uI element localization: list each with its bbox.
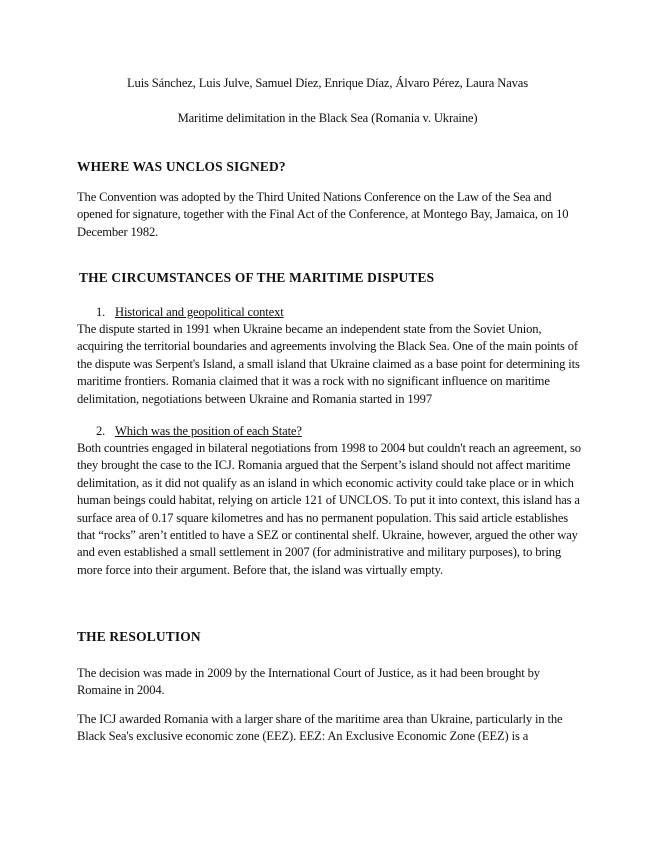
list-item-title: Historical and geopolitical context	[115, 305, 284, 319]
heading-resolution: THE RESOLUTION	[77, 629, 201, 644]
paragraph-resolution-1: The decision was made in 2009 by the International Court of Justice, as it had been brought by Romaine in 2004.	[77, 666, 540, 698]
heading-circumstances: THE CIRCUMSTANCES OF THE MARITIME DISPUTES	[79, 270, 435, 285]
authors-line: Luis Sánchez, Luis Julve, Samuel Díez, Enrique Díaz, Álvaro Pérez, Laura Navas	[127, 76, 528, 90]
list-item-position	[96, 424, 302, 439]
paragraph-resolution-2: The ICJ awarded Romania with a larger share of the maritime area than Ukraine, particularly in the Black Sea's exclusive economic zone (EEZ). EEZ: An Exclusive Economic Zone (EEZ) is a	[77, 712, 563, 744]
heading-unclos: WHERE WAS UNCLOS SIGNED?	[77, 159, 286, 174]
list-number: 1.	[96, 305, 106, 319]
document-title: Maritime delimitation in the Black Sea (Romania v. Ukraine)	[177, 111, 478, 125]
list-number: 2.	[96, 424, 106, 438]
list-item-title: Which was the position of each State?	[115, 424, 302, 438]
list-item-historical	[96, 305, 284, 320]
paragraph-position: Both countries engaged in bilateral negotiations from 1998 to 2004 but couldn't reach an agreement, so they brought the case to the ICJ. Romania argued that the Serpent’s island should not affect maritime delimitation, as it did not qualify as an island in which economic activity could take place or in which human beings could habitat, relying on article 121 of UNCLOS. To put it into context, this island has a surface area of 0.17 square kilometres and has no permanent population. This said article establishes that “rocks” aren’t entitled to have a SEZ or continental shelf. Ukraine, however, argued the other way and even established a small settlement in 2007 (for administrative and military purposes), to bring more force into their argument. Before that, the island was virtually empty.	[77, 441, 581, 577]
paragraph-unclos: The Convention was adopted by the Third United Nations Conference on the Law of the Sea and opened for signature, together with the Final Act of the Conference, at Montego Bay, Jamaica, on 10 December 1982.	[77, 190, 569, 239]
paragraph-historical: The dispute started in 1991 when Ukraine became an independent state from the Soviet Union, acquiring the territorial boundaries and agreements involving the Black Sea. One of the main points of the dispute was Serpent's Island, a small island that Ukraine claimed as a base point for determining its maritime frontiers. Romania claimed that it was a rock with no significant influence on maritime delimitation, negotiations between Ukraine and Romania started in 1997	[77, 322, 580, 406]
